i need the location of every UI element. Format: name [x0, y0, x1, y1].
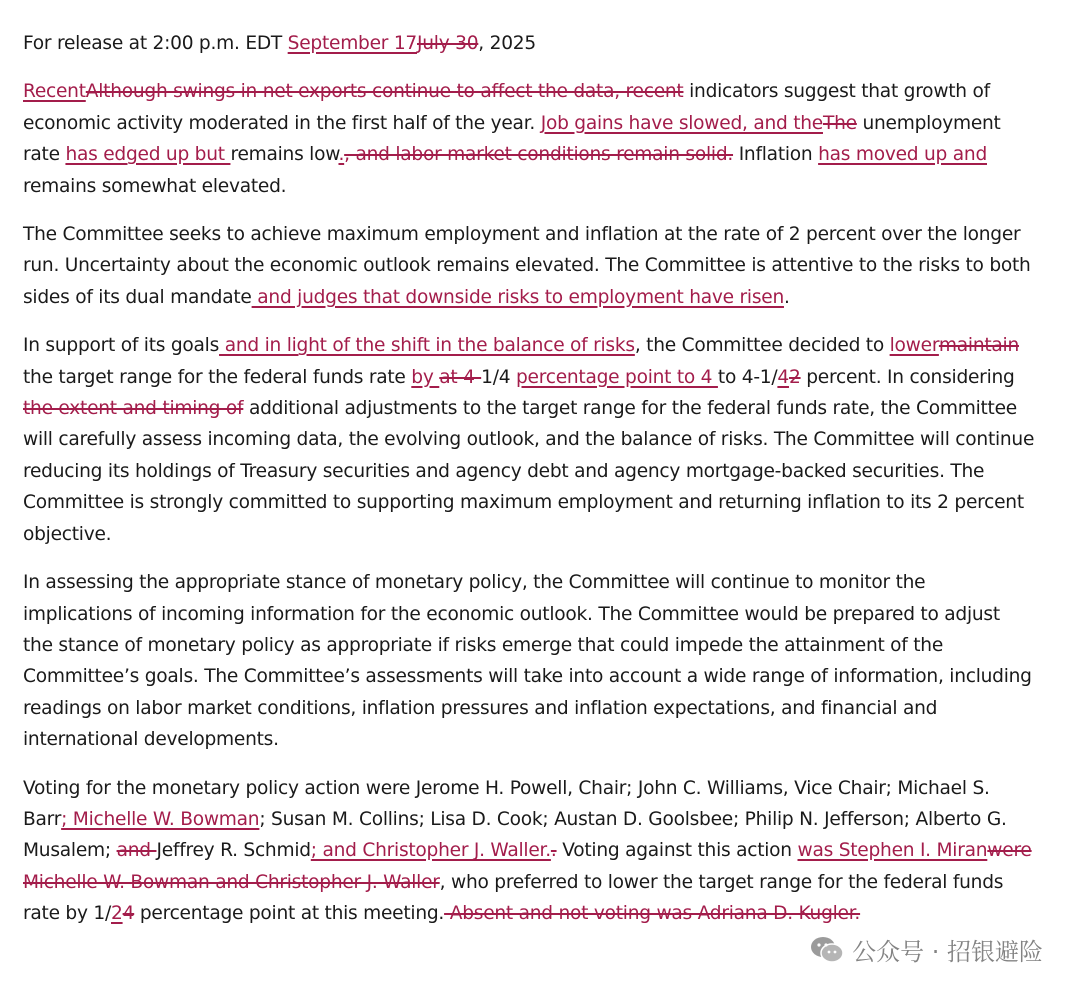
- deleted-text: and: [116, 840, 157, 862]
- inserted-text: and in light of the shift in the balance of risks: [219, 335, 635, 357]
- release-line: [23, 28, 1035, 59]
- inserted-text: September 17: [287, 33, 418, 54]
- inserted-text: lower: [889, 335, 939, 357]
- inserted-text: ; Michelle W. Bowman: [61, 808, 260, 830]
- inserted-text: Recent: [23, 81, 86, 103]
- inserted-text: .: [338, 144, 345, 166]
- deleted-text: July 30: [417, 33, 479, 54]
- watermark-text: 公众号 · 招银避险: [852, 938, 1043, 966]
- deleted-text: , and labor market conditions remain solid.: [344, 144, 734, 166]
- body-text: .: [783, 286, 790, 308]
- body-text: ; Susan M. Collins; Lisa D. Cook; Austan D. Goolsbee; Philip N. Jefferson; Alberto G. Musalem;: [23, 808, 1007, 862]
- body-text: percentage point at this meeting.: [134, 903, 445, 925]
- inserted-text: 4: [777, 366, 789, 388]
- body-text: For release at 2:00 p.m. EDT: [23, 33, 288, 54]
- watermark: [810, 932, 1043, 967]
- inserted-text: Job gains have slowed, and the: [540, 112, 823, 134]
- body-text: In support of its goals: [23, 335, 220, 357]
- body-text: indicators suggest that growth of economic activity moderated in the first half of the year.: [23, 81, 990, 134]
- body-text: Jeffrey R. Schmid: [156, 840, 311, 862]
- body-text: percent. In considering: [800, 366, 1015, 388]
- paragraph-committee-goals: [23, 219, 1035, 313]
- deleted-text: 2: [788, 366, 801, 388]
- inserted-text: was Stephen I. Miran: [797, 840, 988, 862]
- deleted-text: the extent and timing of: [23, 398, 244, 420]
- inserted-text: by: [411, 366, 440, 388]
- body-text: the target range for the federal funds rate: [23, 366, 412, 388]
- paragraph-voting: [23, 773, 1035, 930]
- body-text: Inflation: [733, 144, 819, 166]
- deleted-text: at 4-: [439, 366, 482, 388]
- inserted-text: percentage point to 4: [516, 366, 718, 388]
- deleted-text: were Michelle W. Bowman and Christopher J. Waller: [23, 840, 1032, 893]
- deleted-text: Although swings in net exports continue to affect the data, recent: [85, 81, 684, 103]
- deleted-text: maintain: [938, 335, 1019, 357]
- paragraph-assessment: [23, 567, 1035, 755]
- deleted-text: .: [550, 840, 557, 862]
- body-text: In assessing the appropriate stance of monetary policy, the Committee will continue to monitor the implications of incoming information for the economic outlook. The Committee would be prepared to adjust the stance of monetary policy as appropriate if risks emerge that could impede the attainment of the Committee’s goals. The Committee’s assessments will take into account a wide range of information, including readings on labor market conditions, inflation pressures and inflation expectations, and financial and international developments.: [23, 572, 1032, 751]
- wechat-icon: [810, 935, 844, 965]
- inserted-text: ; and Christopher J. Waller.: [310, 840, 551, 862]
- body-text: unemployment rate: [23, 112, 1001, 166]
- inserted-text: 2: [111, 903, 123, 925]
- body-text: Voting against this action: [556, 840, 798, 862]
- deleted-text: Absent and not voting was Adriana D. Kugler.: [444, 903, 861, 925]
- body-text: Voting for the monetary policy action were Jerome H. Powell, Chair; John C. Williams, Vice Chair; Michael S. Barr: [23, 777, 990, 830]
- body-text: to 4-1/: [717, 366, 778, 388]
- body-text: , 2025: [478, 33, 536, 54]
- body-text: additional adjustments to the target range for the federal funds rate, the Committee will carefully assess incoming data, the evolving outlook, and the balance of risks. The Committee will continue reducing its holdings of Treasury securities and agency debt and agency mortgage-backed securities. The Committee is strongly committed to supporting maximum employment and returning inflation to its 2 percent objective.: [23, 398, 1035, 545]
- body-text: remains somewhat elevated.: [23, 175, 287, 197]
- body-text: , the Committee decided to: [634, 335, 890, 357]
- deleted-text: 4: [122, 903, 135, 925]
- inserted-text: has edged up but: [65, 144, 231, 166]
- paragraph-economic-activity: [23, 76, 1035, 202]
- body-text: remains low: [230, 144, 339, 166]
- inserted-text: has moved up and: [818, 144, 987, 166]
- inserted-text: and judges that downside risks to employment have risen: [251, 286, 784, 308]
- deleted-text: The: [822, 112, 857, 134]
- document-body: [23, 28, 1035, 947]
- body-text: , who preferred to lower the target range for the federal funds rate by 1/: [23, 871, 1004, 925]
- body-text: 1/4: [481, 366, 516, 388]
- paragraph-policy-decision: [23, 330, 1035, 550]
- body-text: The Committee seeks to achieve maximum employment and inflation at the rate of 2 percent over the longer run. Uncertainty about the economic outlook remains elevated. The Committee is attentive to the risks to both sides of its dual mandate: [23, 224, 1031, 308]
